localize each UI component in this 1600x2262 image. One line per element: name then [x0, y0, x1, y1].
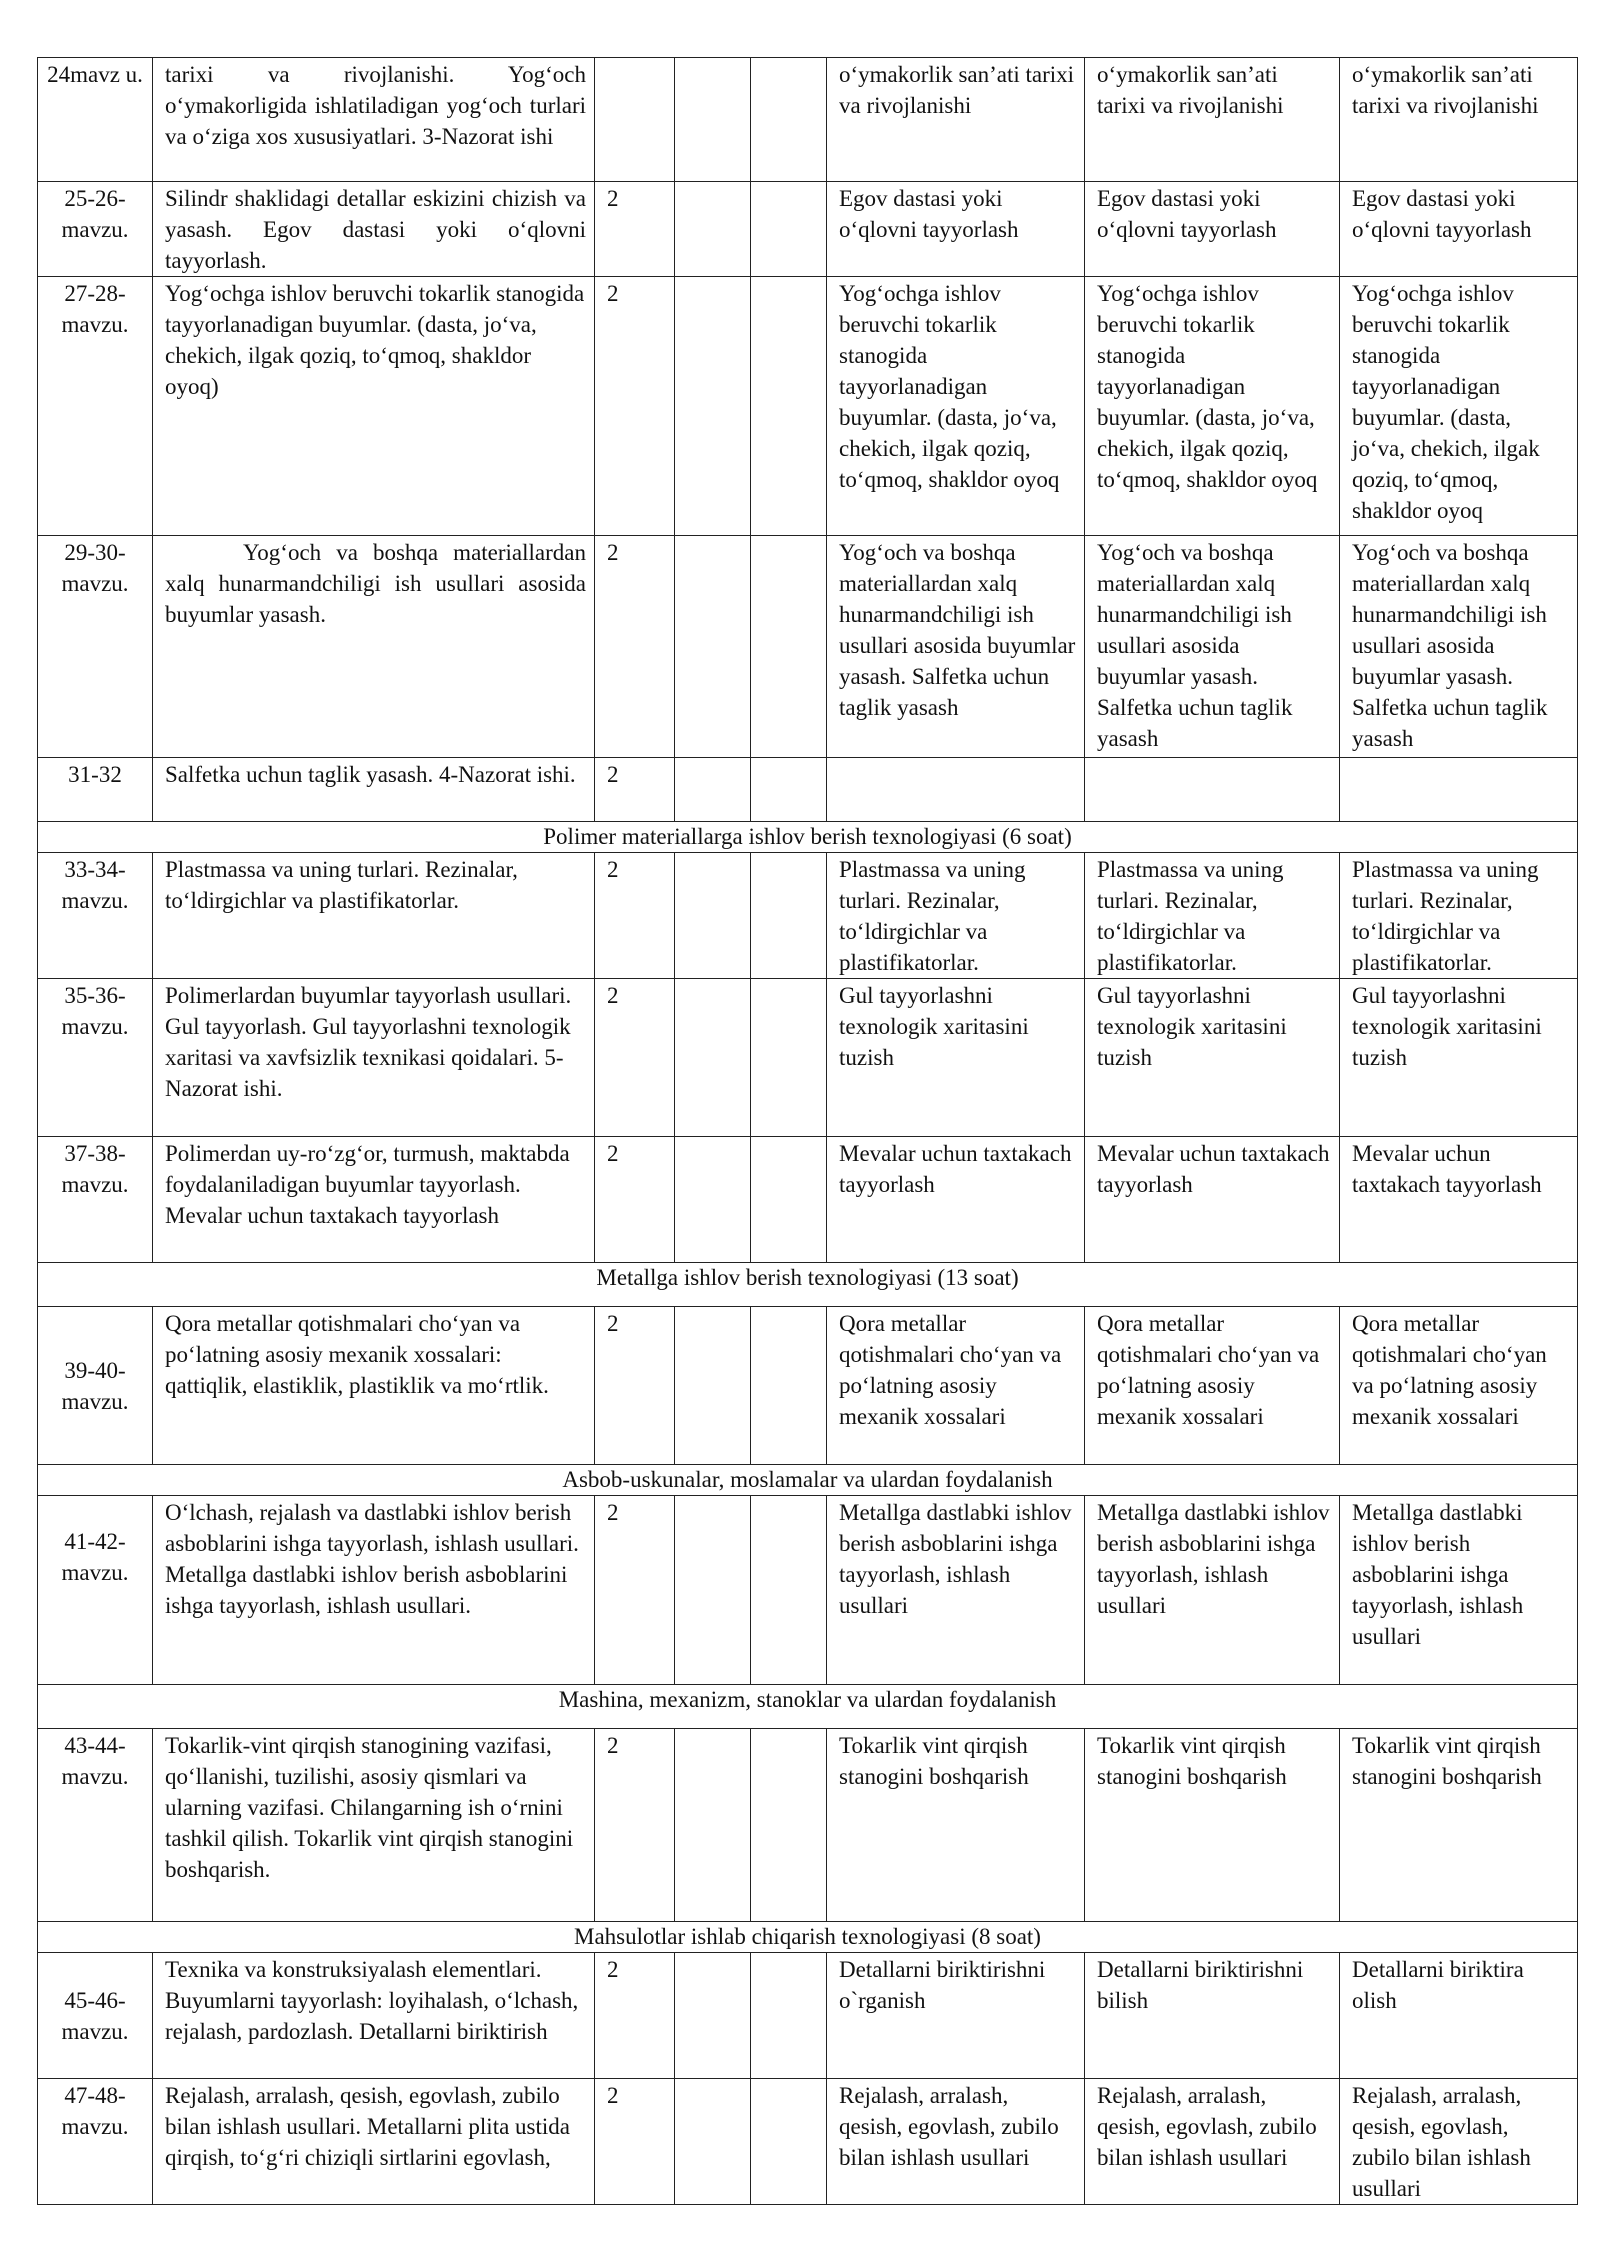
outcome-a: Yog‘ochga ishlov beruvchi tokarlik stanogida tayyorlanadigan buyumlar. (dasta, jo‘va, chekich, ilgak qoziq, to‘qmoq, shakldor oyoq [827, 277, 1085, 536]
outcome-c: Yog‘och va boshqa materiallardan xalq hunarmandchiligi ish usullari asosida buyumlar yasash. Salfetka uchun taglik yasash [1340, 536, 1578, 758]
empty-cell [675, 58, 751, 182]
outcome-c: Metallga dastlabki ishlov berish asboblarini ishga tayyorlash, ishlash usullari [1340, 1496, 1578, 1685]
outcome-a: Rejalash, arralash, qesish, egovlash, zubilo bilan ishlash usullari [827, 2079, 1085, 2205]
empty-cell [751, 1137, 827, 1263]
outcome-b: Yog‘och va boshqa materiallardan xalq hunarmandchiligi ish usullari asosida buyumlar yasash. Salfetka uchun taglik yasash [1085, 536, 1340, 758]
section-row [38, 1685, 1578, 1729]
lesson-topic: O‘lchash, rejalash va dastlabki ishlov berish asboblarini ishga tayyorlash, ishlash usullari. Metallga dastlabki ishlov berish asboblarini ishga tayyorlash, ishlash usullari. [153, 1496, 595, 1685]
empty-cell [751, 277, 827, 536]
lesson-hours: 2 [595, 1307, 675, 1465]
empty-cell [751, 58, 827, 182]
lesson-topic: tarixi va rivojlanishi. Yog‘och o‘ymakorligida ishlatiladigan yog‘och turlari va o‘ziga xos xususiyatlari. 3-Nazorat ishi [153, 58, 595, 182]
empty-cell [751, 536, 827, 758]
lesson-topic: Silindr shaklidagi detallar eskizini chizish va yasash. Egov dastasi yoki o‘qlovni tayyorlash. [153, 182, 595, 277]
outcome-a: Mevalar uchun taxtakach tayyorlash [827, 1137, 1085, 1263]
lesson-hours: 2 [595, 1953, 675, 2079]
table-row [38, 182, 1578, 277]
lesson-topic: Yog‘och va boshqa materiallardan xalq hunarmandchiligi ish usullari asosida buyumlar yasash. [153, 536, 595, 758]
empty-cell [751, 979, 827, 1137]
lesson-number: 47-48-mavzu. [38, 2079, 153, 2205]
lesson-hours: 2 [595, 536, 675, 758]
empty-cell [675, 2079, 751, 2205]
empty-cell [675, 758, 751, 822]
outcome-a: Gul tayyorlashni texnologik xaritasini tuzish [827, 979, 1085, 1137]
outcome-b: Metallga dastlabki ishlov berish asboblarini ishga tayyorlash, ishlash usullari [1085, 1496, 1340, 1685]
outcome-c: o‘ymakorlik san’ati tarixi va rivojlanishi [1340, 58, 1578, 182]
lesson-number: 29-30-mavzu. [38, 536, 153, 758]
table-row [38, 1729, 1578, 1922]
lesson-number: 43-44-mavzu. [38, 1729, 153, 1922]
section-heading: Mashina, mexanizm, stanoklar va ulardan foydalanish [38, 1685, 1578, 1729]
section-row [38, 1922, 1578, 1953]
lesson-topic: Polimerlardan buyumlar tayyorlash usullari. Gul tayyorlash. Gul tayyorlashni texnologik xaritasi va xavfsizlik texnikasi qoidalari. 5-Nazorat ishi. [153, 979, 595, 1137]
table-row [38, 58, 1578, 182]
outcome-c: Detallarni biriktira olish [1340, 1953, 1578, 2079]
lesson-hours: 2 [595, 853, 675, 979]
lesson-topic: Plastmassa va uning turlari. Rezinalar, to‘ldirgichlar va plastifikatorlar. [153, 853, 595, 979]
empty-cell [751, 758, 827, 822]
lesson-hours: 2 [595, 979, 675, 1137]
empty-cell [675, 182, 751, 277]
outcome-b: Rejalash, arralash, qesish, egovlash, zubilo bilan ishlash usullari [1085, 2079, 1340, 2205]
outcome-b: Plastmassa va uning turlari. Rezinalar, to‘ldirgichlar va plastifikatorlar. [1085, 853, 1340, 979]
lesson-number: 33-34-mavzu. [38, 853, 153, 979]
outcome-b: Yog‘ochga ishlov beruvchi tokarlik stanogida tayyorlanadigan buyumlar. (dasta, jo‘va, chekich, ilgak qoziq, to‘qmoq, shakldor oyoq [1085, 277, 1340, 536]
lesson-topic: Salfetka uchun taglik yasash. 4-Nazorat ishi. [153, 758, 595, 822]
outcome-a: o‘ymakorlik san’ati tarixi va rivojlanishi [827, 58, 1085, 182]
empty-cell [675, 1953, 751, 2079]
lesson-number: 31-32 [38, 758, 153, 822]
empty-cell [675, 1307, 751, 1465]
outcome-c: Egov dastasi yoki o‘qlovni tayyorlash [1340, 182, 1578, 277]
lesson-hours: 2 [595, 758, 675, 822]
empty-cell [751, 1496, 827, 1685]
outcome-b: o‘ymakorlik san’ati tarixi va rivojlanishi [1085, 58, 1340, 182]
outcome-a: Qora metallar qotishmalari cho‘yan va po‘latning asosiy mexanik xossalari [827, 1307, 1085, 1465]
empty-cell [675, 277, 751, 536]
table-row [38, 1496, 1578, 1685]
outcome-a [827, 758, 1085, 822]
outcome-c: Plastmassa va uning turlari. Rezinalar, to‘ldirgichlar va plastifikatorlar. [1340, 853, 1578, 979]
lesson-number: 25-26-mavzu. [38, 182, 153, 277]
outcome-c: Yog‘ochga ishlov beruvchi tokarlik stanogida tayyorlanadigan buyumlar. (dasta, jo‘va, chekich, ilgak qoziq, to‘qmoq, shakldor oyoq [1340, 277, 1578, 536]
table-row [38, 2079, 1578, 2205]
lesson-hours: 2 [595, 2079, 675, 2205]
outcome-c: Tokarlik vint qirqish stanogini boshqarish [1340, 1729, 1578, 1922]
lesson-hours: 2 [595, 1729, 675, 1922]
outcome-c [1340, 758, 1578, 822]
outcome-b: Gul tayyorlashni texnologik xaritasini tuzish [1085, 979, 1340, 1137]
empty-cell [751, 1307, 827, 1465]
section-row [38, 822, 1578, 853]
lesson-topic: Qora metallar qotishmalari cho‘yan va po‘latning asosiy mexanik xossalari: qattiqlik, elastiklik, plastiklik va mo‘rtlik. [153, 1307, 595, 1465]
lesson-number: 45-46-mavzu. [38, 1953, 153, 2079]
lesson-hours: 2 [595, 182, 675, 277]
lesson-hours: 2 [595, 277, 675, 536]
empty-cell [751, 1953, 827, 2079]
lesson-number: 39-40-mavzu. [38, 1307, 153, 1465]
outcome-a: Egov dastasi yoki o‘qlovni tayyorlash [827, 182, 1085, 277]
empty-cell [675, 536, 751, 758]
outcome-b: Egov dastasi yoki o‘qlovni tayyorlash [1085, 182, 1340, 277]
lesson-topic: Texnika va konstruksiyalash elementlari. Buyumlarni tayyorlash: loyihalash, o‘lchash, rejalash, pardozlash. Detallarni biriktirish [153, 1953, 595, 2079]
table-row [38, 758, 1578, 822]
table-row [38, 1307, 1578, 1465]
outcome-a: Tokarlik vint qirqish stanogini boshqarish [827, 1729, 1085, 1922]
lesson-hours [595, 58, 675, 182]
empty-cell [751, 2079, 827, 2205]
lesson-hours: 2 [595, 1496, 675, 1685]
outcome-a: Yog‘och va boshqa materiallardan xalq hunarmandchiligi ish usullari asosida buyumlar yasash. Salfetka uchun taglik yasash [827, 536, 1085, 758]
outcome-a: Plastmassa va uning turlari. Rezinalar, to‘ldirgichlar va plastifikatorlar. [827, 853, 1085, 979]
table-row [38, 536, 1578, 758]
outcome-c: Gul tayyorlashni texnologik xaritasini tuzish [1340, 979, 1578, 1137]
outcome-b: Qora metallar qotishmalari cho‘yan va po‘latning asosiy mexanik xossalari [1085, 1307, 1340, 1465]
lesson-number: 24mavz u. [38, 58, 153, 182]
empty-cell [675, 853, 751, 979]
lesson-topic: Yog‘ochga ishlov beruvchi tokarlik stanogida tayyorlanadigan buyumlar. (dasta, jo‘va, chekich, ilgak qoziq, to‘qmoq, shakldor oyoq) [153, 277, 595, 536]
table-row [38, 1137, 1578, 1263]
lesson-topic: Polimerdan uy-ro‘zg‘or, turmush, maktabda foydalaniladigan buyumlar tayyorlash. Mevalar uchun taxtakach tayyorlash [153, 1137, 595, 1263]
table-row [38, 1953, 1578, 2079]
section-heading: Polimer materiallarga ishlov berish texnologiyasi (6 soat) [38, 822, 1578, 853]
lesson-number: 27-28-mavzu. [38, 277, 153, 536]
outcome-b: Mevalar uchun taxtakach tayyorlash [1085, 1137, 1340, 1263]
table-row [38, 277, 1578, 536]
outcome-c: Qora metallar qotishmalari cho‘yan va po‘latning asosiy mexanik xossalari [1340, 1307, 1578, 1465]
section-heading: Asbob-uskunalar, moslamalar va ulardan foydalanish [38, 1465, 1578, 1496]
outcome-c: Mevalar uchun taxtakach tayyorlash [1340, 1137, 1578, 1263]
lesson-hours: 2 [595, 1137, 675, 1263]
lesson-number: 41-42-mavzu. [38, 1496, 153, 1685]
lesson-topic: Rejalash, arralash, qesish, egovlash, zubilo bilan ishlash usullari. Metallarni plita ustida qirqish, to‘g‘ri chiziqli sirtlarini egovlash, [153, 2079, 595, 2205]
empty-cell [751, 853, 827, 979]
section-heading: Metallga ishlov berish texnologiyasi (13 soat) [38, 1263, 1578, 1307]
lesson-number: 35-36-mavzu. [38, 979, 153, 1137]
outcome-b [1085, 758, 1340, 822]
empty-cell [751, 1729, 827, 1922]
section-row [38, 1263, 1578, 1307]
empty-cell [675, 979, 751, 1137]
table-row [38, 979, 1578, 1137]
empty-cell [675, 1137, 751, 1263]
lesson-topic: Tokarlik-vint qirqish stanogining vazifasi, qo‘llanishi, tuzilishi, asosiy qismlari va ularning vazifasi. Chilangarning ish o‘rnini tashkil qilish. Tokarlik vint qirqish stanogini boshqarish. [153, 1729, 595, 1922]
outcome-a: Detallarni biriktirishni o`rganish [827, 1953, 1085, 2079]
outcome-b: Tokarlik vint qirqish stanogini boshqarish [1085, 1729, 1340, 1922]
lesson-number: 37-38-mavzu. [38, 1137, 153, 1263]
table-row [38, 853, 1578, 979]
empty-cell [751, 182, 827, 277]
outcome-b: Detallarni biriktirishni bilish [1085, 1953, 1340, 2079]
curriculum-table [37, 57, 1578, 2205]
outcome-a: Metallga dastlabki ishlov berish asboblarini ishga tayyorlash, ishlash usullari [827, 1496, 1085, 1685]
section-row [38, 1465, 1578, 1496]
empty-cell [675, 1496, 751, 1685]
empty-cell [675, 1729, 751, 1922]
section-heading: Mahsulotlar ishlab chiqarish texnologiyasi (8 soat) [38, 1922, 1578, 1953]
outcome-c: Rejalash, arralash, qesish, egovlash, zubilo bilan ishlash usullari [1340, 2079, 1578, 2205]
